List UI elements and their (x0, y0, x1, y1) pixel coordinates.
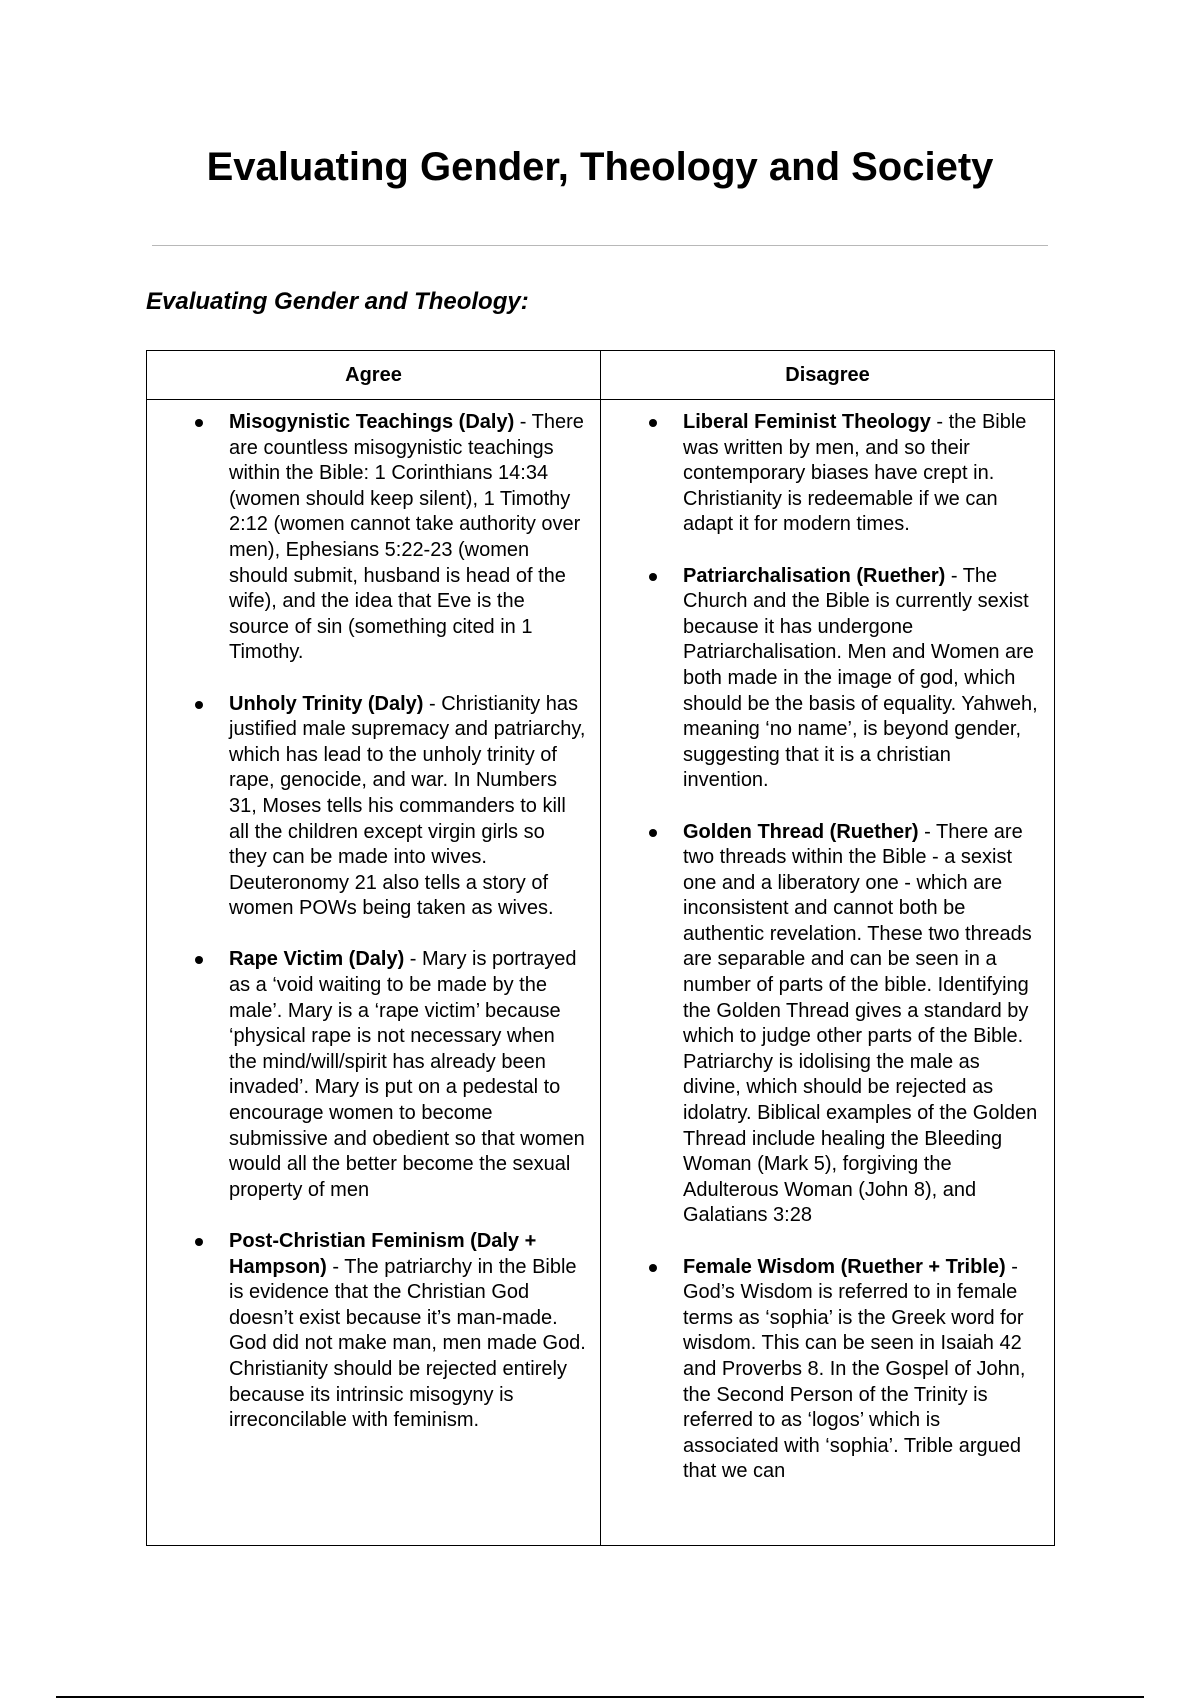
point-term: Liberal Feminist Theology (683, 411, 931, 433)
point-term: Post-Christian Feminism (Daly + Hampson) (229, 1230, 537, 1278)
agree-point (161, 1229, 586, 1434)
point-term: Unholy Trinity (Daly) (229, 692, 424, 715)
point-text: - the Bible was written by men, and so their contemporary biases have crept in. Christianity is redeemable if we can adapt it for modern times. (683, 411, 1027, 536)
point-text: - Mary is portrayed as a ‘void waiting to be made by the male’. Mary is a ‘rape victim’ because ‘physical rape is not necessary when the mind/will/spirit has already been invaded’. Mary is put on a pedestal to encourage women to become submissive and obedient so that women would all the better become the sexual property of men (229, 948, 585, 1201)
disagree-column-header: Disagree (601, 351, 1055, 400)
point-text: - The Church and the Bible is currently sexist because it has undergone Patriarchalisation. Men and Women are both made in the image of god, which should be the basis of equality. Yahweh, meaning ‘no name’, is beyond gender, suggesting that it is a christian invention. (683, 564, 1038, 792)
point-term: Patriarchalisation (Ruether) (683, 564, 946, 587)
table-header-row (147, 351, 1055, 400)
disagree-point (615, 564, 1040, 794)
page-bottom-rule (56, 1696, 1144, 1698)
bullet-icon (649, 573, 657, 581)
point-text: - There are two threads within the Bible - a sexist one and a liberatory one - which are inconsistent and cannot both be authentic revelation. These two threads are separable and can be seen in a number of parts of the bible. Identifying the Golden Thread gives a standard by which to judge other parts of the Bible. Patriarchy is idolising the male as divine, which should be rejected as idolatry. Biblical examples of the Golden Thread include healing the Bleeding Woman (Mark 5), forgiving the Adulterous Woman (John 8), and Galatians 3:28 (683, 820, 1038, 1227)
title-divider (152, 245, 1048, 246)
bullet-icon (649, 1264, 657, 1272)
point-term: Golden Thread (Ruether) (683, 820, 919, 843)
bullet-icon (195, 956, 203, 964)
agree-point (161, 692, 586, 922)
point-text: - The patriarchy in the Bible is evidence that the Christian God doesn’t exist because it’s man-made. God did not make man, men made God. Christianity should be rejected entirely because its intrinsic misogyny is irreconcilable with feminism. (229, 1255, 586, 1432)
agree-disagree-table (146, 350, 1055, 1546)
disagree-point (615, 820, 1040, 1230)
point-text: - God’s Wisdom is referred to in female terms as ‘sophia’ is the Greek word for wisdom. This can be seen in Isaiah 42 and Proverbs 8. In the Gospel of John, the Second Person of the Trinity is referred to as ‘logos’ which is associated with ‘sophia’. Trible argued that we can (683, 1255, 1026, 1483)
page-title: Evaluating Gender, Theology and Society (206, 145, 994, 189)
bullet-icon (649, 419, 657, 427)
agree-column-header: Agree (147, 351, 601, 400)
disagree-point (615, 410, 1040, 538)
point-term: Rape Victim (Daly) (229, 948, 405, 971)
disagree-list (615, 410, 1040, 1485)
agree-point (161, 410, 586, 666)
bullet-icon (195, 1238, 203, 1246)
point-term: Female Wisdom (Ruether + Trible) (683, 1255, 1006, 1278)
agree-cell (147, 400, 601, 1546)
disagree-cell (601, 400, 1055, 1546)
bullet-icon (195, 419, 203, 427)
agree-point (161, 947, 586, 1203)
point-term: Misogynistic Teachings (Daly) (229, 411, 515, 433)
section-heading: Evaluating Gender and Theology: (146, 288, 529, 315)
point-text: - Christianity has justified male supremacy and patriarchy, which has lead to the unholy trinity of rape, genocide, and war. In Numbers 31, Moses tells his commanders to kill all the children except virgin girls so they can be made into wives. Deuteronomy 21 also tells a story of women POWs being taken as wives. (229, 692, 586, 920)
bullet-icon (195, 701, 203, 709)
disagree-point (615, 1255, 1040, 1485)
agree-list (161, 410, 586, 1434)
bullet-icon (649, 829, 657, 837)
table-body-row (147, 400, 1055, 1546)
point-text: - There are countless misogynistic teachings within the Bible: 1 Corinthians 14:34 (women should keep silent), 1 Timothy 2:12 (women cannot take authority over men), Ephesians 5:22-23 (women should submit, husband is head of the wife), and the idea that Eve is the source of sin (something cited in 1 Timothy. (229, 411, 584, 664)
